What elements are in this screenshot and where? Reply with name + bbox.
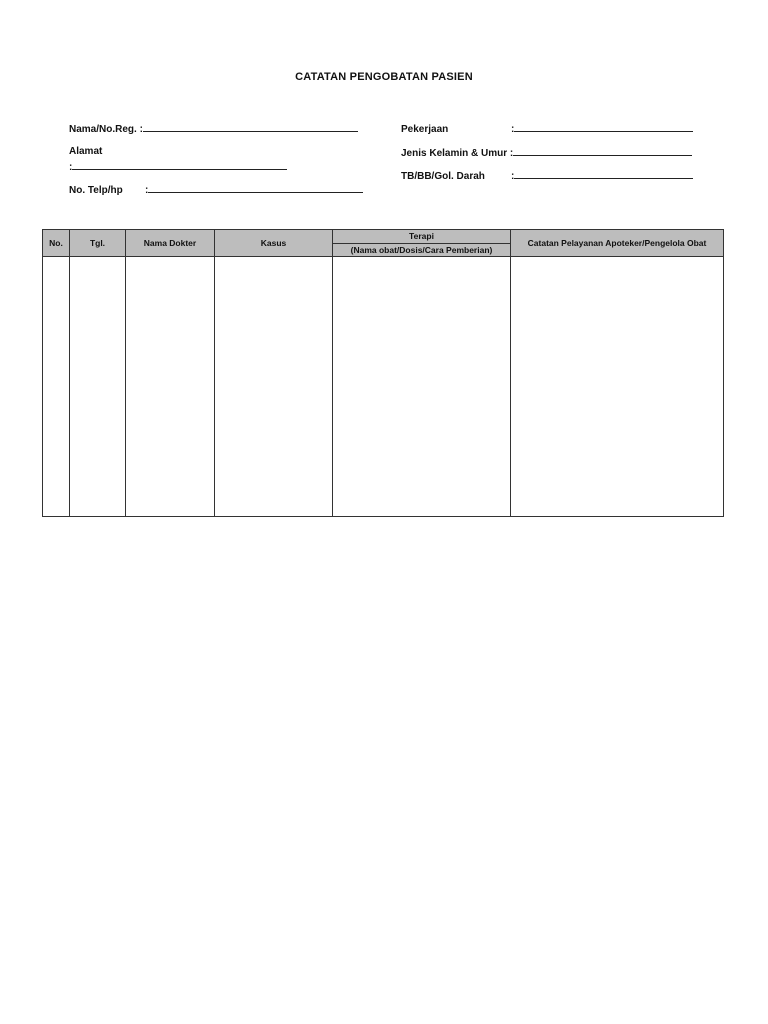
medication-record-table xyxy=(42,229,724,517)
field-jenis-kelamin-input[interactable] xyxy=(513,146,692,156)
field-telp xyxy=(69,183,363,196)
document-title: CATATAN PENGOBATAN PASIEN xyxy=(295,71,473,83)
field-alamat-input[interactable] xyxy=(72,160,287,170)
cell-nama-dokter[interactable] xyxy=(126,257,215,517)
field-tb-bb-label: TB/BB/Gol. Darah xyxy=(401,171,485,182)
cell-kasus[interactable] xyxy=(215,257,333,517)
field-tb-bb-gol-darah xyxy=(401,169,693,182)
field-jenis-kelamin-label: Jenis Kelamin & Umur : xyxy=(401,148,514,159)
field-pekerjaan xyxy=(401,122,693,135)
field-tb-bb-colon: : xyxy=(511,171,515,182)
header-tgl: Tgl. xyxy=(70,230,126,257)
field-nama-no-reg xyxy=(69,122,358,135)
field-pekerjaan-colon: : xyxy=(511,124,515,135)
header-terapi-sub: (Nama obat/Dosis/Cara Pemberian) xyxy=(333,243,511,257)
cell-no[interactable] xyxy=(43,257,70,517)
header-kasus: Kasus xyxy=(215,230,333,257)
field-telp-colon: : xyxy=(145,185,149,196)
header-terapi: Terapi xyxy=(333,230,511,244)
field-telp-input[interactable] xyxy=(148,183,363,193)
field-alamat-colon: : xyxy=(69,162,73,173)
header-catatan: Catatan Pelayanan Apoteker/Pengelola Obat xyxy=(511,230,724,257)
field-jenis-kelamin-umur xyxy=(401,146,692,159)
field-nama-label: Nama/No.Reg. : xyxy=(69,124,143,135)
cell-catatan[interactable] xyxy=(511,257,724,517)
cell-tgl[interactable] xyxy=(70,257,126,517)
field-telp-label: No. Telp/hp xyxy=(69,185,123,196)
field-alamat-label-row xyxy=(69,146,102,157)
field-pekerjaan-label: Pekerjaan xyxy=(401,124,449,135)
cell-terapi[interactable] xyxy=(333,257,511,517)
field-alamat-label: Alamat xyxy=(69,146,103,157)
table-row xyxy=(43,257,724,517)
field-nama-input[interactable] xyxy=(143,122,358,132)
header-no: No. xyxy=(43,230,70,257)
field-pekerjaan-input[interactable] xyxy=(514,122,693,132)
field-tb-bb-input[interactable] xyxy=(514,169,693,179)
header-nama-dokter: Nama Dokter xyxy=(126,230,215,257)
field-alamat xyxy=(69,160,287,173)
